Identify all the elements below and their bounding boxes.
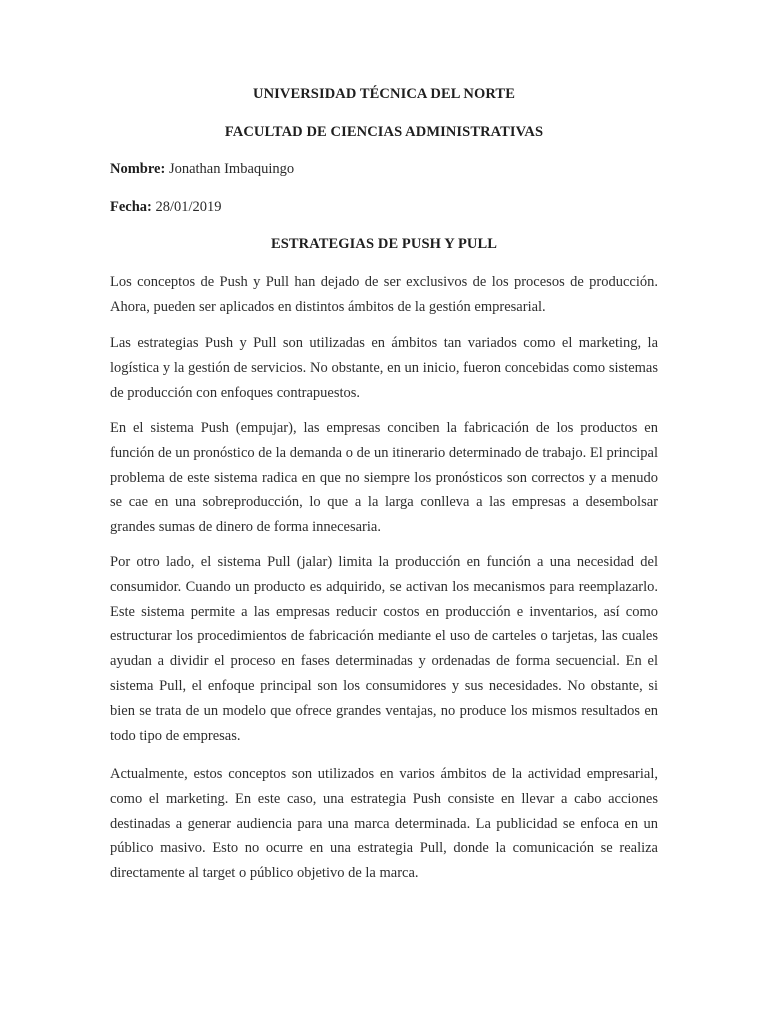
- document-title: ESTRATEGIAS DE PUSH Y PULL: [270, 236, 498, 252]
- paragraph-3: En el sistema Push (empujar), las empresas conciben la fabricación de los productos en función de un pronóstico de la demanda o de un itinerario determinado de trabajo. El principal problema de este sistema radica en que no siempre los pronósticos son correctos y a menudo se cae en una sobreproducción, lo que a la larga conlleva a las empresas a desembolsar grandes sumas de dinero de forma innecesaria.: [110, 420, 658, 536]
- name-label: Nombre:: [110, 161, 166, 177]
- date-value: 28/01/2019: [155, 199, 222, 215]
- university-heading: UNIVERSIDAD TÉCNICA DEL NORTE: [253, 86, 515, 102]
- faculty-heading: FACULTAD DE CIENCIAS ADMINISTRATIVAS: [224, 124, 544, 140]
- paragraph-1: Los conceptos de Push y Pull han dejado de ser exclusivos de los procesos de producción. Ahora, pueden ser aplicados en distintos ámbitos de la gestión empresarial.: [110, 274, 658, 315]
- paragraph-5: Actualmente, estos conceptos son utilizados en varios ámbitos de la actividad empresarial, como el marketing. En este caso, una estrategia Push consiste en llevar a cabo acciones destinadas a generar audiencia para una marca determinada. La publicidad se enfoca en un público masivo. Esto no ocurre en una estrategia Pull, donde la comunicación se realiza directamente al target o público objetivo de la marca.: [110, 766, 658, 882]
- paragraph-2: Las estrategias Push y Pull son utilizadas en ámbitos tan variados como el marketing, la logística y la gestión de servicios. No obstante, en un inicio, fueron concebidas como sistemas de producción con enfoques contrapuestos.: [110, 335, 658, 401]
- name-field: [110, 161, 294, 178]
- name-value: Jonathan Imbaquingo: [168, 161, 295, 177]
- date-field: [110, 199, 222, 216]
- date-label: Fecha:: [110, 199, 152, 215]
- paragraph-4: Por otro lado, el sistema Pull (jalar) limita la producción en función a una necesidad del consumidor. Cuando un producto es adquirido, se activan los mecanismos para reemplazarlo. Este sistema permite a las empresas reducir costos en producción e inventarios, así como estructurar los procedimientos de fabricación mediante el uso de carteles o tarjetas, las cuales ayudan a dividir el proceso en fases determinadas y ordenadas de forma secuencial. En el sistema Pull, el enfoque principal son los consumidores y sus necesidades. No obstante, si bien se trata de un modelo que ofrece grandes ventajas, no produce los mismos resultados en todo tipo de empresas.: [110, 554, 658, 744]
